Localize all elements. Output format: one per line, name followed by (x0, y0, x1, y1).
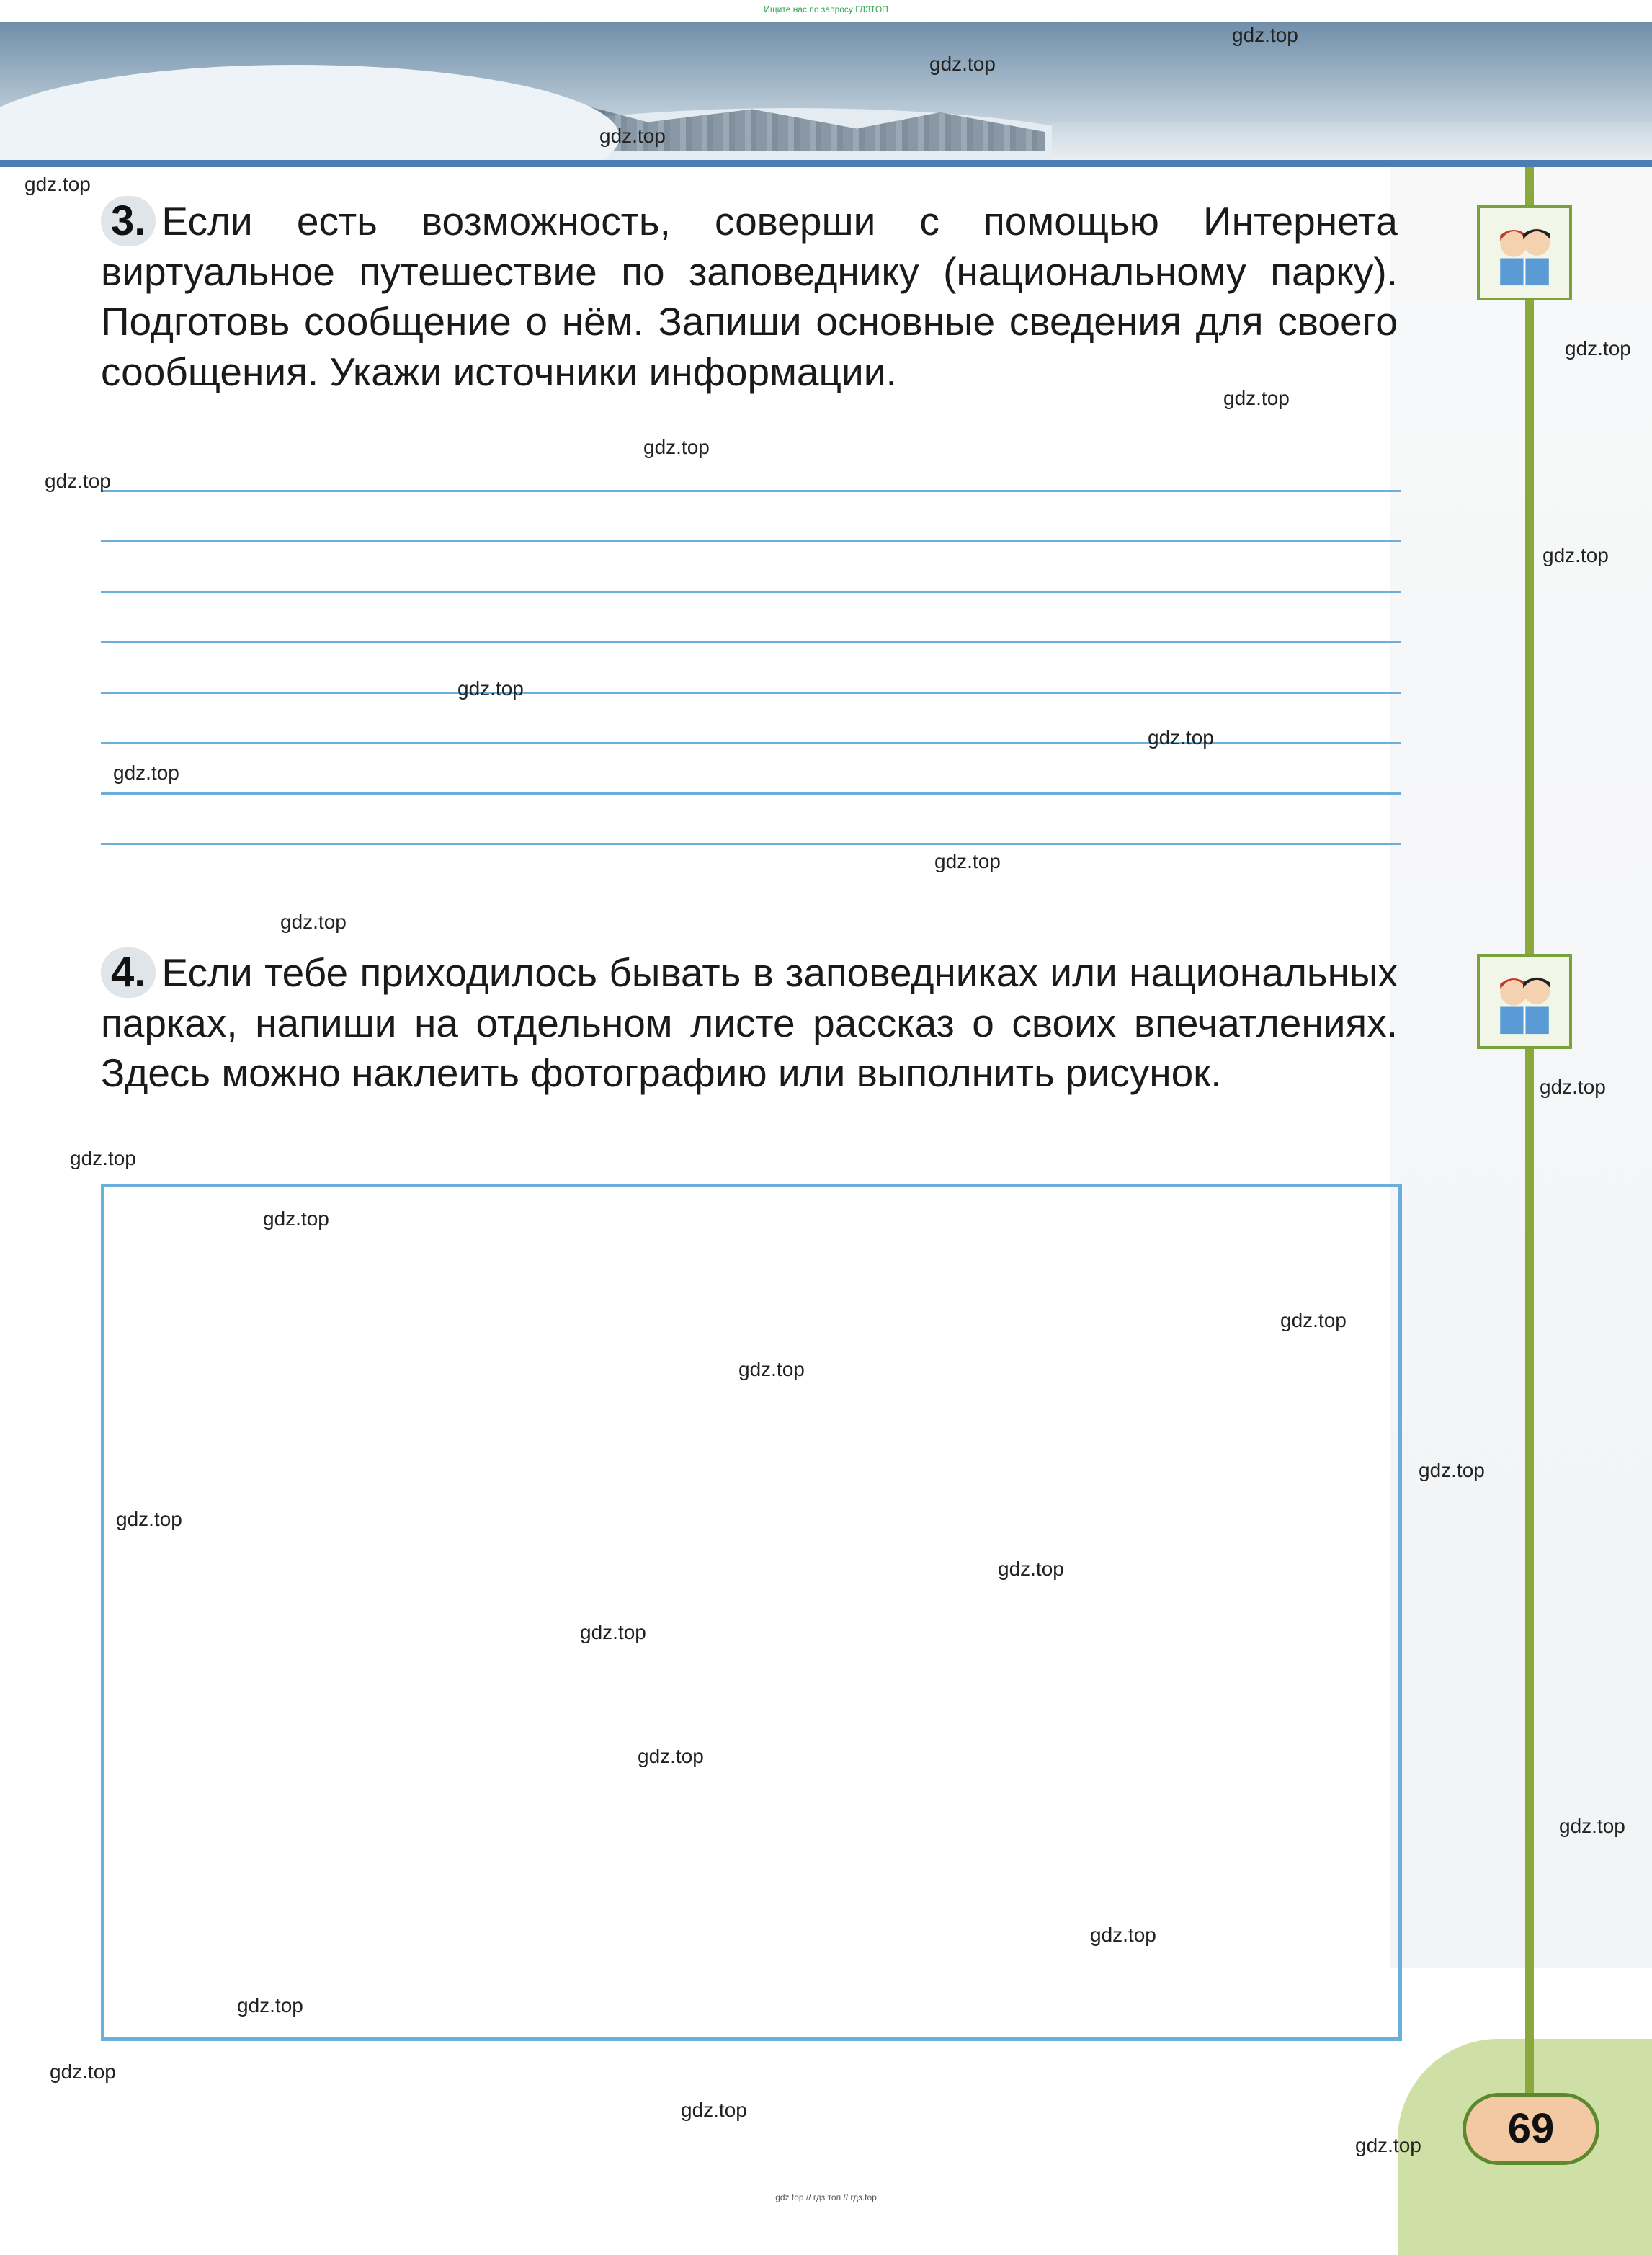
watermark: gdz.top (1090, 1924, 1156, 1946)
watermark: gdz.top (929, 53, 996, 75)
page-number: 69 (1463, 2093, 1599, 2165)
watermark: gdz.top (934, 850, 1001, 872)
winter-landscape-banner (0, 22, 1652, 166)
watermark: gdz.top (70, 1147, 136, 1169)
watermark: gdz.top (1232, 24, 1298, 46)
answer-line[interactable] (101, 641, 1401, 643)
watermark: gdz.top (1565, 337, 1631, 360)
watermark: gdz.top (1542, 544, 1609, 566)
watermark: gdz.top (113, 762, 179, 784)
children-reading-icon (1477, 954, 1572, 1049)
watermark: gdz.top (45, 470, 111, 492)
watermark: gdz.top (50, 2060, 116, 2083)
watermark: gdz.top (643, 436, 710, 458)
task-text: Если тебе приходилось бывать в заповедниках или национальных парках, напиши на отдельном листе рассказ о своих впечатлениях. Здесь можно наклеить фотографию или выполнить рисунок. (101, 950, 1398, 1095)
answer-line[interactable] (101, 540, 1401, 542)
watermark: gdz.top (237, 1994, 303, 2017)
watermark: gdz.top (457, 677, 524, 700)
task-text: Если есть возможность, соверши с помощью Интернета виртуальное путешествие по заповеднику (национальному парку). Подготовь сообщение о нём. Запиши основные сведения для своего сообщения. Укажи источники информации. (101, 199, 1398, 394)
banner-strip (0, 160, 1652, 167)
watermark: gdz.top (1280, 1309, 1347, 1331)
children-reading-icon (1477, 205, 1572, 300)
task-3 (101, 196, 1398, 397)
watermark: gdz.top (638, 1745, 704, 1767)
watermark: gdz.top (1355, 2134, 1421, 2156)
watermark: gdz.top (599, 125, 666, 147)
answer-lines[interactable] (101, 458, 1401, 890)
answer-line[interactable] (101, 490, 1401, 492)
watermark: gdz.top (738, 1358, 805, 1380)
watermark: gdz.top (1559, 1815, 1625, 1837)
watermark: gdz.top (263, 1207, 329, 1230)
watermark: gdz.top (681, 2099, 747, 2121)
task-4 (101, 947, 1398, 1099)
answer-line[interactable] (101, 692, 1401, 694)
watermark: gdz.top (116, 1508, 182, 1530)
watermark: gdz.top (580, 1621, 646, 1643)
watermark: gdz.top (1223, 387, 1290, 409)
watermark: gdz.top (998, 1558, 1064, 1580)
drawing-area[interactable] (101, 1184, 1402, 2041)
margin-line (1525, 167, 1534, 2141)
watermark: gdz.top (24, 173, 91, 195)
answer-line[interactable] (101, 843, 1401, 845)
top-note: Ищите нас по запросу ГДЗТОП (764, 4, 888, 14)
watermark: gdz.top (1419, 1459, 1485, 1481)
watermark: gdz.top (1540, 1076, 1606, 1098)
answer-line[interactable] (101, 591, 1401, 593)
task-number: 4. (101, 947, 156, 998)
task-number: 3. (101, 196, 156, 246)
answer-line[interactable] (101, 792, 1401, 795)
watermark: gdz.top (1148, 726, 1214, 749)
bottom-note: gdz top // гдз топ // гдз.top (775, 2192, 877, 2202)
watermark: gdz.top (280, 911, 347, 933)
faded-side-illustration (1390, 167, 1652, 1968)
